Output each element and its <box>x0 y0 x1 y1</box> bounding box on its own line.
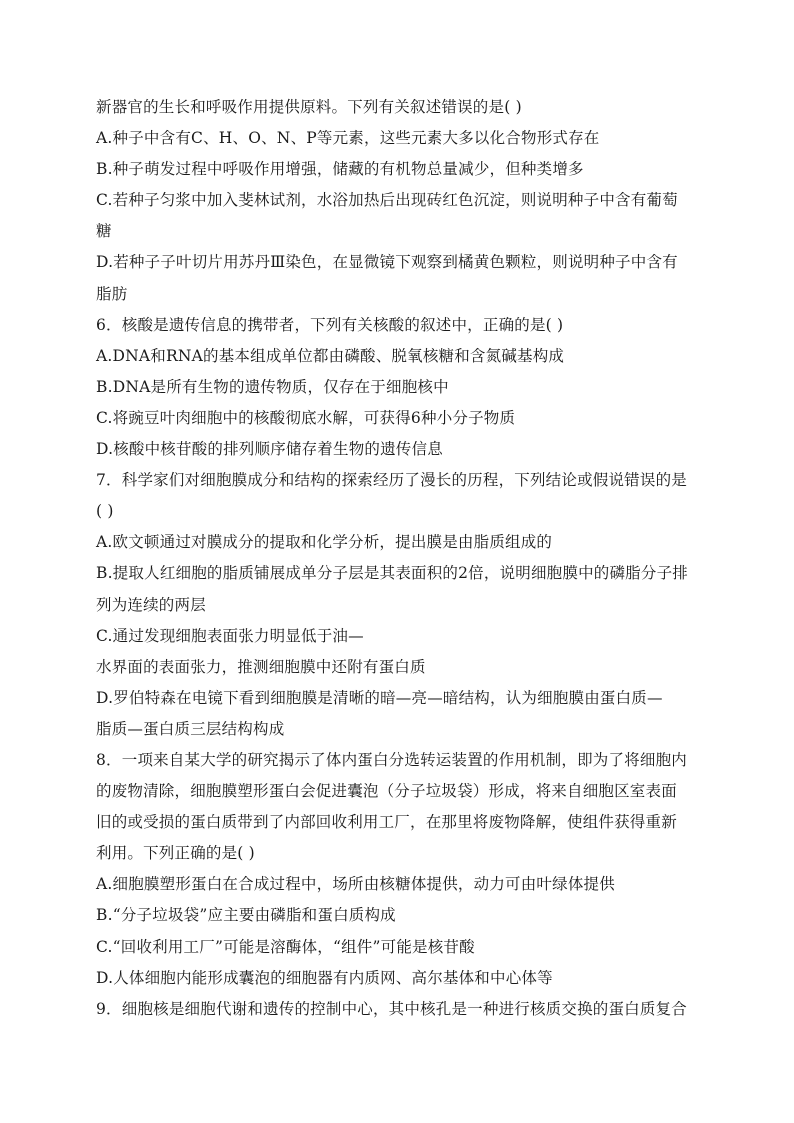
question-9: 9．细胞核是细胞代谢和遗传的控制中心，其中核孔是一种进行核质交换的蛋白质复合 <box>96 999 687 1018</box>
option-d-continued: 脂质—蛋白质三层结构构成 <box>96 719 285 738</box>
question-8-continued: 旧的或受损的蛋白质带到了内部回收利用工厂，在那里将废物降解，使组件获得重新 <box>96 813 677 832</box>
option-d: D.若种子子叶切片用苏丹Ⅲ染色，在显微镜下观察到橘黄色颗粒，则说明种子中含有 <box>96 253 678 272</box>
option-d: D.人体细胞内能形成囊泡的细胞器有内质网、高尔基体和中心体等 <box>96 968 553 987</box>
question-8-continued: 利用。下列正确的是( ) <box>96 844 255 863</box>
option-c: C.若种子匀浆中加入斐林试剂，水浴加热后出现砖红色沉淀，则说明种子中含有葡萄 <box>96 191 678 210</box>
option-a: A.种子中含有C、H、O、N、P等元素，这些元素大多以化合物形式存在 <box>96 129 600 148</box>
option-d-continued: 脂肪 <box>96 284 128 303</box>
option-a: A.欧文顿通过对膜成分的提取和化学分析，提出膜是由脂质组成的 <box>96 533 553 552</box>
option-b: B.提取人红细胞的脂质铺展成单分子层是其表面积的2倍，说明细胞膜中的磷脂分子排 <box>96 564 688 583</box>
option-b: B.DNA是所有生物的遗传物质，仅存在于细胞核中 <box>96 377 449 396</box>
option-c-continued: 水界面的表面张力，推测细胞膜中还附有蛋白质 <box>96 657 426 676</box>
option-c: C.通过发现细胞表面张力明显低于油— <box>96 626 364 645</box>
option-a: A.细胞膜塑形蛋白在合成过程中，场所由核糖体提供，动力可由叶绿体提供 <box>96 875 615 894</box>
option-c: C.“回收利用工厂”可能是溶酶体，“组件”可能是核苷酸 <box>96 937 475 956</box>
option-d: D.核酸中核苷酸的排列顺序储存着生物的遗传信息 <box>96 440 443 459</box>
option-b: B.“分子垃圾袋”应主要由磷脂和蛋白质构成 <box>96 906 396 925</box>
document-body <box>96 92 702 1025</box>
option-d: D.罗伯特森在电镜下看到细胞膜是清晰的暗—亮—暗结构，认为细胞膜由蛋白质— <box>96 688 663 707</box>
question-8: 8．一项来自某大学的研究揭示了体内蛋白分选转运装置的作用机制，即为了将细胞内 <box>96 750 687 769</box>
option-c-continued: 糖 <box>96 222 112 241</box>
question-8-continued: 的废物清除，细胞膜塑形蛋白会促进囊泡（分子垃圾袋）形成，将来自细胞区室表面 <box>96 782 677 801</box>
option-a: A.DNA和RNA的基本组成单位都由磷酸、脱氧核糖和含氮碱基构成 <box>96 346 565 365</box>
option-b-continued: 列为连续的两层 <box>96 595 206 614</box>
question-7-continued: ( ) <box>96 502 114 521</box>
text-line: 新器官的生长和呼吸作用提供原料。下列有关叙述错误的是( ) <box>96 98 522 116</box>
option-b: B.种子萌发过程中呼吸作用增强，储藏的有机物总量减少，但种类增多 <box>96 160 584 179</box>
option-c: C.将豌豆叶肉细胞中的核酸彻底水解，可获得6种小分子物质 <box>96 408 516 427</box>
question-6: 6．核酸是遗传信息的携带者，下列有关核酸的叙述中，正确的是( ) <box>96 315 564 334</box>
question-7: 7．科学家们对细胞膜成分和结构的探索经历了漫长的历程，下列结论或假说错误的是 <box>96 471 687 490</box>
